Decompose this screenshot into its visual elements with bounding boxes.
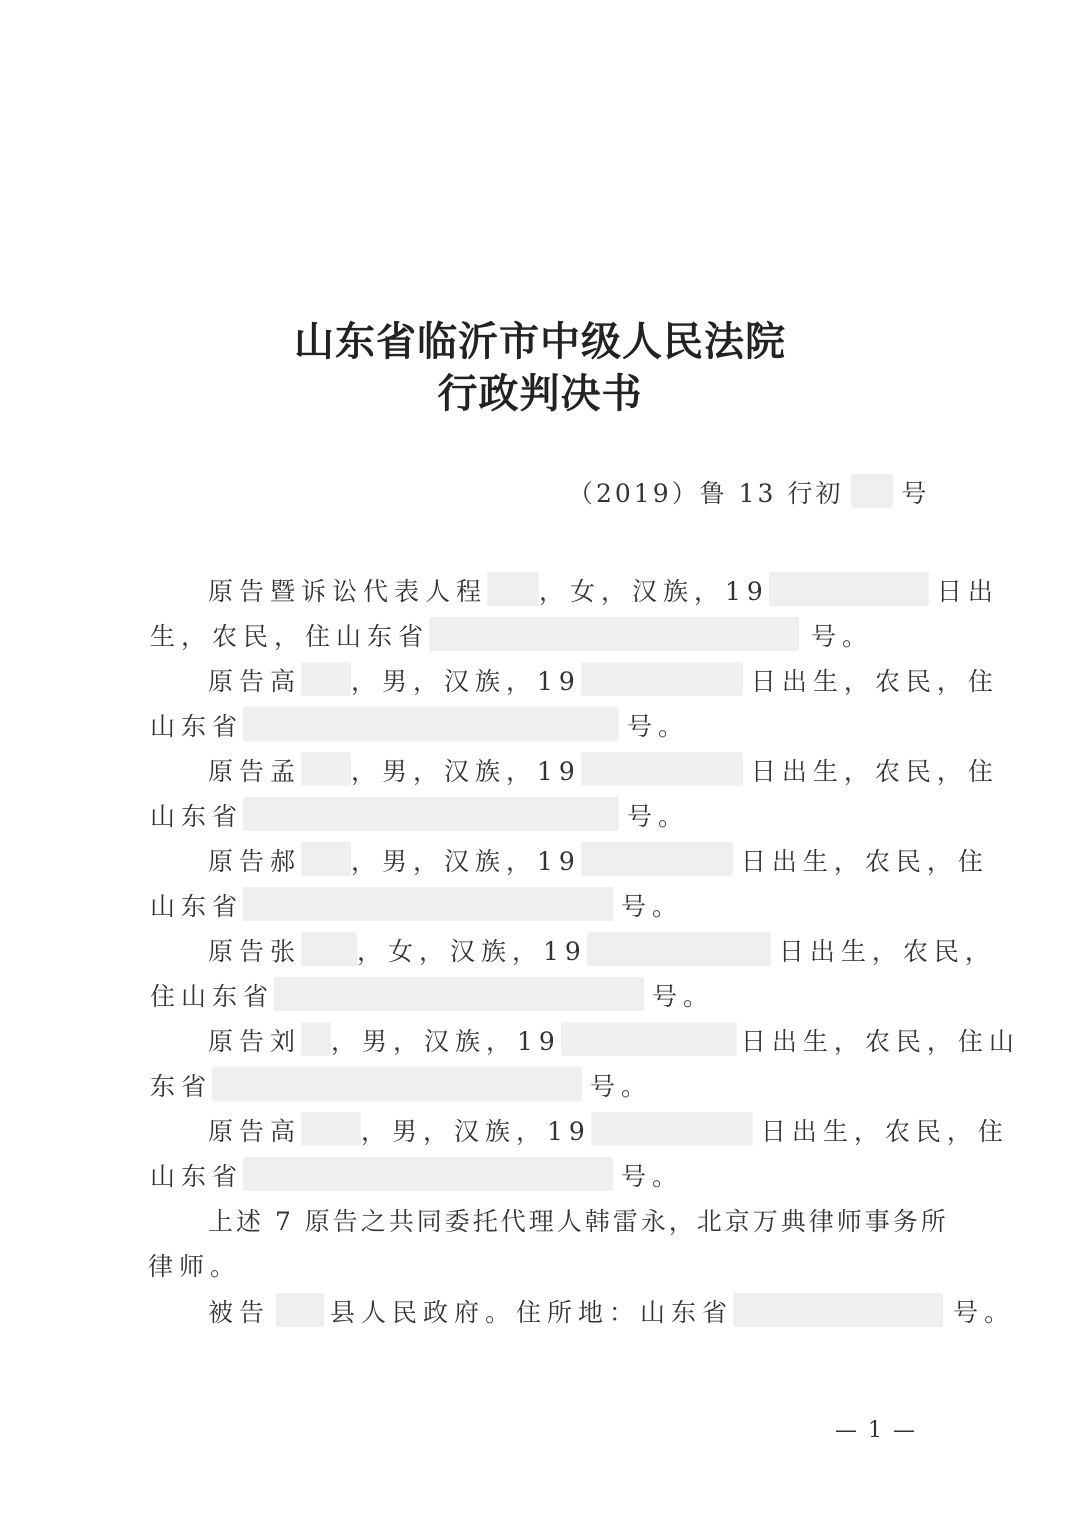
text-segment: 号。 <box>590 1072 653 1101</box>
redaction-block <box>561 1022 737 1056</box>
paragraph-line <box>150 617 873 653</box>
redaction-block <box>769 572 929 606</box>
redaction-block <box>301 842 351 876</box>
text-segment: 山东省 <box>150 802 244 831</box>
text-segment: 山东省 <box>150 1162 244 1191</box>
paragraph-line <box>208 572 999 608</box>
redaction-block <box>429 617 799 651</box>
text-segment: 原告孟 <box>208 757 302 786</box>
text-segment: 山东省 <box>150 892 244 921</box>
text-segment: ，女，汉族，19 <box>539 577 769 606</box>
redaction-block <box>591 1112 753 1146</box>
paragraph-line <box>208 1293 1015 1329</box>
text-segment: 日出 <box>936 577 999 606</box>
case-number-prefix: （2019）鲁 13 行初 <box>568 479 844 508</box>
text-segment: ，男，汉族，19 <box>351 667 581 696</box>
paragraph-line <box>150 707 689 743</box>
redaction-block <box>243 707 619 741</box>
redaction-block <box>243 887 613 921</box>
paragraph-line <box>208 662 999 698</box>
text-segment: 律师。 <box>148 1252 242 1281</box>
text-segment: 号。 <box>953 1298 1016 1327</box>
text-segment: 山东省 <box>150 712 244 741</box>
text-segment: 号。 <box>627 802 690 831</box>
text-segment: ，男，汉族，19 <box>351 757 581 786</box>
text-segment: 原告刘 <box>208 1027 302 1056</box>
redaction-block <box>212 1067 582 1101</box>
court-name: 山东省临沂市中级人民法院 <box>294 318 786 365</box>
text-segment: ，男，汉族，19 <box>351 847 581 876</box>
text-segment: 日出生，农民，住 <box>750 667 999 696</box>
text-segment: 原告郝 <box>208 847 302 876</box>
redaction-block <box>274 977 644 1011</box>
redaction-block <box>851 474 893 508</box>
redaction-block <box>301 662 351 696</box>
redaction-block <box>301 752 351 786</box>
redaction-block <box>301 1022 331 1056</box>
redaction-block <box>243 797 619 831</box>
text-segment: 日出生，农民， <box>778 937 996 966</box>
text-segment: 号。 <box>811 622 874 651</box>
text-segment: 号。 <box>652 982 715 1011</box>
text-segment: 日出生，农民，住 <box>750 757 999 786</box>
redaction-block <box>581 752 743 786</box>
text-segment: ，男，汉族，19 <box>331 1027 561 1056</box>
text-segment: 县人民政府。住所地：山东省 <box>330 1298 734 1327</box>
redaction-block <box>487 572 539 606</box>
redaction-block <box>587 932 771 966</box>
text-segment: 东省 <box>150 1072 213 1101</box>
text-segment: 原告暨诉讼代表人程 <box>208 577 488 606</box>
document-type: 行政判决书 <box>437 370 643 417</box>
text-segment: 号。 <box>621 892 684 921</box>
text-segment: 号。 <box>627 712 690 741</box>
paragraph-line <box>208 1202 949 1238</box>
text-segment: 原告张 <box>208 937 302 966</box>
text-segment: 日出生，农民，住 <box>760 1117 1009 1146</box>
redaction-block <box>243 1157 613 1191</box>
text-segment: 号。 <box>621 1162 684 1191</box>
case-number-suffix: 号 <box>901 479 930 508</box>
redaction-block <box>276 1293 324 1327</box>
text-segment: 被告 <box>208 1298 271 1327</box>
text-segment: ，男，汉族，19 <box>361 1117 591 1146</box>
paragraph-line <box>150 887 683 923</box>
text-segment: 原告高 <box>208 1117 302 1146</box>
redaction-block <box>301 1112 361 1146</box>
paragraph-line <box>150 797 689 833</box>
paragraph-line <box>208 932 996 968</box>
text-segment: 日出生，农民，住山 <box>740 1027 1020 1056</box>
paragraph-line <box>150 977 714 1013</box>
page-number: — 1 — <box>835 1418 917 1443</box>
paragraph-line <box>148 1247 241 1283</box>
paragraph-line <box>150 1067 652 1103</box>
text-segment: 日出生，农民，住 <box>740 847 989 876</box>
paragraph-line <box>208 752 999 788</box>
paragraph-line <box>208 842 989 878</box>
paragraph-line <box>208 1112 1009 1148</box>
paragraph-line <box>150 1157 683 1193</box>
redaction-block <box>301 932 357 966</box>
text-segment: ，女，汉族，19 <box>357 937 587 966</box>
text-segment: 上述 7 原告之共同委托代理人韩雷永，北京万典律师事务所 <box>208 1207 949 1236</box>
paragraph-line <box>208 1022 1020 1058</box>
redaction-block <box>581 662 743 696</box>
case-number <box>568 474 929 510</box>
text-segment: 生，农民，住山东省 <box>150 622 430 651</box>
text-segment: 原告高 <box>208 667 302 696</box>
redaction-block <box>581 842 733 876</box>
text-segment: 住山东省 <box>150 982 275 1011</box>
redaction-block <box>733 1293 943 1327</box>
